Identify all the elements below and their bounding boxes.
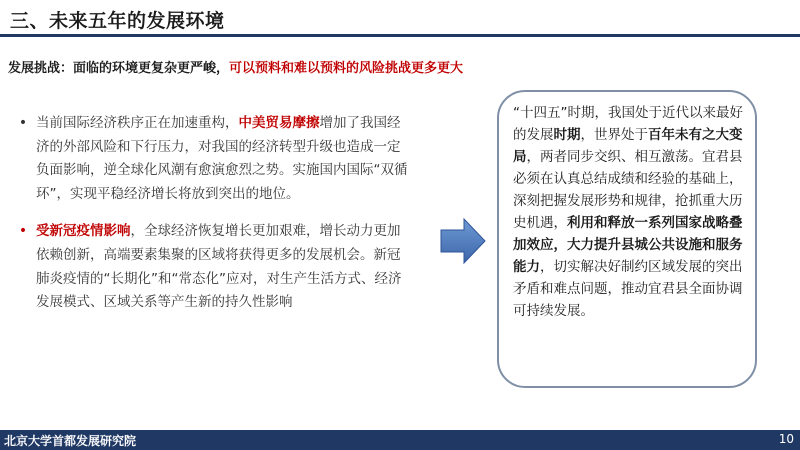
callout-text-3: ，两者同步交织、相互激荡。宜君县必须在认真总结成绩和经验的基础上，深刻把握发展形势和规律，抢抓重大历史机遇， xyxy=(513,149,743,231)
callout-text-2: ，世界处于 xyxy=(580,127,648,143)
callout-bold-2: 百年未有之大变局 xyxy=(513,127,743,165)
bullet-highlight: 中美贸易摩擦 xyxy=(238,115,320,131)
subtitle-highlight: 可以预料和难以预料的风险挑战更多更大 xyxy=(229,61,464,76)
summary-callout-text xyxy=(513,102,745,322)
callout-text-4: ，切实解决好制约区域发展的突出矛盾和难点问题，推动宜君县全面协调可持续发展。 xyxy=(513,259,743,319)
footer-bar xyxy=(0,430,800,450)
right-arrow-icon xyxy=(440,218,486,264)
bullet-highlight: 受新冠疫情影响 xyxy=(36,223,131,240)
bullet-text-after: ，全球经济恢复增长更加艰难，增长动力更加依赖创新，高端要素集聚的区域将获得更多的发展机会。新冠肺炎疫情的“长期化”和“常态化”应对，对生产生活方式、经济发展模式、区域关系等产生新的持久性影响 xyxy=(36,223,402,311)
slide-title: 三、未来五年的发展环境 xyxy=(10,10,225,32)
callout-text-1: “十四五”时期，我国处于近代以来最好的发展 xyxy=(513,105,743,143)
title-divider xyxy=(0,34,800,37)
callout-bold-3: 利用和释放一系列国家战略叠加效应，大力提升县城公共设施和服务能力 xyxy=(513,215,743,275)
bullet-text-after: 增加了我国经济的外部风险和下行压力，对我国的经济转型升级也造成一定负面影响，逆全球化风潮有愈演愈烈之势。实施国内国际“双循环”，实现平稳经济增长将放到突出的地位。 xyxy=(36,115,408,202)
bullet-dot-icon: • xyxy=(18,115,28,131)
bullet-item-covid xyxy=(18,220,413,314)
challenge-subtitle xyxy=(8,57,463,76)
bullet-list xyxy=(18,112,413,329)
callout-bold-1: 时期 xyxy=(553,127,581,143)
bullet-dot-icon: • xyxy=(18,223,28,240)
bullet-item-trade xyxy=(18,112,413,206)
page-number: 10 xyxy=(778,432,794,446)
footer-organization: 北京大学首都发展研究院 xyxy=(4,434,137,448)
bullet-text-before: 当前国际经济秩序正在加速重构， xyxy=(36,115,239,131)
subtitle-lead: 发展挑战：面临的环境更复杂更严峻， xyxy=(8,61,230,76)
